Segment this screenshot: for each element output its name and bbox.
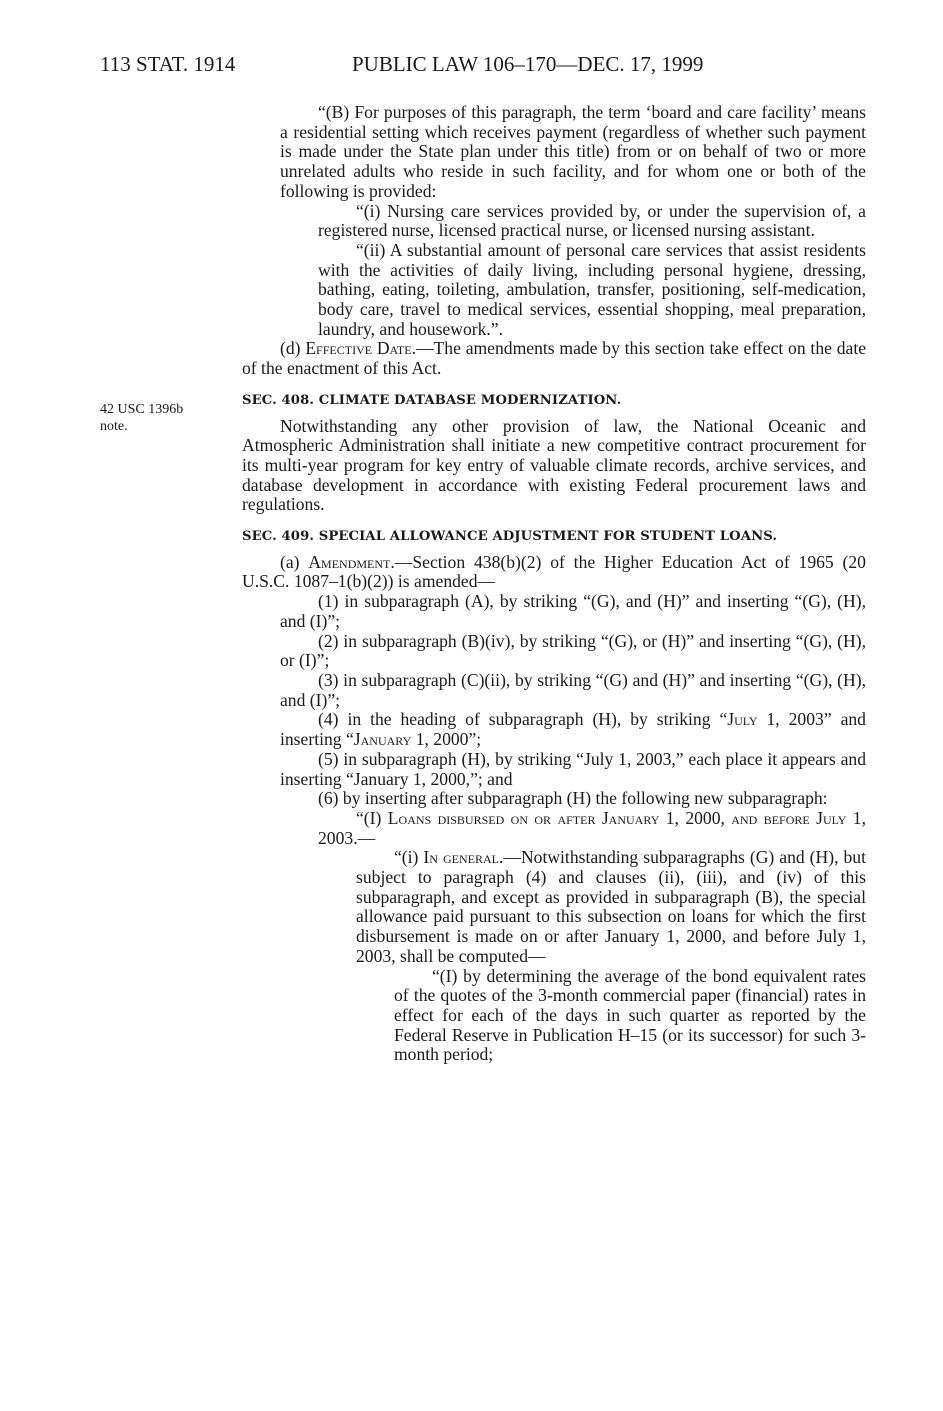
subsection-a-lead: (a) bbox=[280, 551, 309, 572]
clause-i-lead: “(i) bbox=[394, 847, 424, 868]
subparagraph-i-lead: “(I) bbox=[356, 807, 388, 828]
clause-ii-personal-care: “(ii) A substantial amount of personal care services that assist residents with the activities of daily living, including personal hygiene, dressing, bathing, eating, toileting, ambulation, transfer, positioning, self-medication, body care, travel to medical services, essential shopping, meal preparation, laundry, and housework.”. bbox=[318, 239, 866, 339]
running-head: PUBLIC LAW 106–170—DEC. 17, 1999 bbox=[352, 52, 704, 76]
subsection-a-text: .—Section 438(b)(2) of the Higher Education Act of 1965 (20 U.S.C. 1087–1(b)(2)) is amended— bbox=[242, 551, 866, 592]
paragraph-3: (3) in subparagraph (C)(ii), by striking “(G) and (H)” and inserting “(G), (H), and (I)”; bbox=[280, 669, 866, 710]
section-408-text: Notwithstanding any other provision of law, the National Oceanic and Atmospheric Administration shall initiate a new competitive contract procurement for its multi-year program for key entry of valuable climate records, archive services, and database development in accordance with existing Federal procurement laws and regulations. bbox=[242, 415, 866, 515]
clause-i-heading: In general bbox=[423, 847, 499, 868]
margin-note bbox=[100, 401, 183, 435]
paragraph-4-sc2: January 1, 2000 bbox=[353, 729, 469, 750]
margin-note-citation: 42 USC 1396b bbox=[100, 402, 184, 417]
subclause-i-bond-rates: “(I) by determining the average of the bond equivalent rates of the quotes of the 3-month commercial paper (financial) rates in effect for each of the days in such quarter as reported by the Federal Reserve in Publication H–15 (or its successor) for such 3-month period; bbox=[394, 965, 866, 1065]
subparagraph-i-heading bbox=[242, 809, 866, 848]
paragraph-5: (5) in subparagraph (H), by striking “July 1, 2003,” each place it appears and inserting “January 1, 2000,”; and bbox=[280, 748, 866, 789]
subsection-d-lead: (d) bbox=[280, 338, 306, 359]
subparagraph-i-dash: .— bbox=[353, 827, 376, 848]
paragraph-b-definition: “(B) For purposes of this paragraph, the term ‘board and care facility’ means a residential setting which receives payment (regardless of whether such payment is made under the State plan under this title) from or on behalf of two or more unrelated adults who reside in such facility, and for whom one or both of the following is provided: bbox=[280, 102, 866, 201]
subsection-a-heading: Amendment bbox=[308, 551, 391, 572]
paragraph-1: (1) in subparagraph (A), by striking “(G), and (H)” and inserting “(G), (H), and (I)”; bbox=[280, 591, 866, 631]
section-409-heading: SEC. 409. SPECIAL ALLOWANCE ADJUSTMENT FOR STUDENT LOANS. bbox=[242, 529, 778, 545]
subparagraph-i-title: Loans disbursed on or after January 1, 2000, and before July 1, 2003 bbox=[318, 807, 866, 848]
paragraph-4 bbox=[242, 710, 866, 749]
paragraph-4-c: ”; bbox=[468, 729, 482, 750]
paragraph-4-b: ” and inserting “ bbox=[280, 709, 866, 750]
clause-i-nursing-care: “(i) Nursing care services provided by, or under the supervision of, a registered nurse, licensed practical nurse, or licensed nursing assistant. bbox=[318, 200, 866, 241]
subsection-a-amendment bbox=[242, 553, 866, 592]
margin-note-suffix: note. bbox=[100, 419, 128, 434]
paragraph-2: (2) in subparagraph (B)(iv), by striking “(G), or (H)” and inserting “(G), (H), or (I)”; bbox=[280, 630, 866, 671]
clause-i-in-general bbox=[242, 848, 866, 966]
body-text bbox=[242, 103, 866, 1065]
subsection-d-text: .—The amendments made by this section take effect on the date of the enactment of this Act. bbox=[242, 338, 867, 379]
stat-page-number: 113 STAT. 1914 bbox=[100, 52, 236, 76]
paragraph-6: (6) by inserting after subparagraph (H) the following new subparagraph: bbox=[318, 788, 828, 809]
clause-i-text: .—Notwithstanding subparagraphs (G) and (H), but subject to paragraph (4) and clauses (ii), (iii), and (iv) of this subparagraph, and except as provided in subparagraph (B), the special allowance paid pursuant to this subsection on loans for which the first disbursement is made on or after January 1, 2000, and before July 1, 2003, shall be computed— bbox=[356, 847, 866, 966]
paragraph-4-a: (4) in the heading of subparagraph (H), by striking “ bbox=[318, 709, 728, 730]
subsection-d-effective-date bbox=[242, 339, 866, 378]
subsection-d-heading: Effective Date bbox=[305, 338, 412, 359]
section-408-heading: SEC. 408. CLIMATE DATABASE MODERNIZATION. bbox=[242, 392, 622, 408]
paragraph-4-sc1: July 1, 2003 bbox=[727, 709, 824, 730]
page-header bbox=[0, 52, 943, 84]
